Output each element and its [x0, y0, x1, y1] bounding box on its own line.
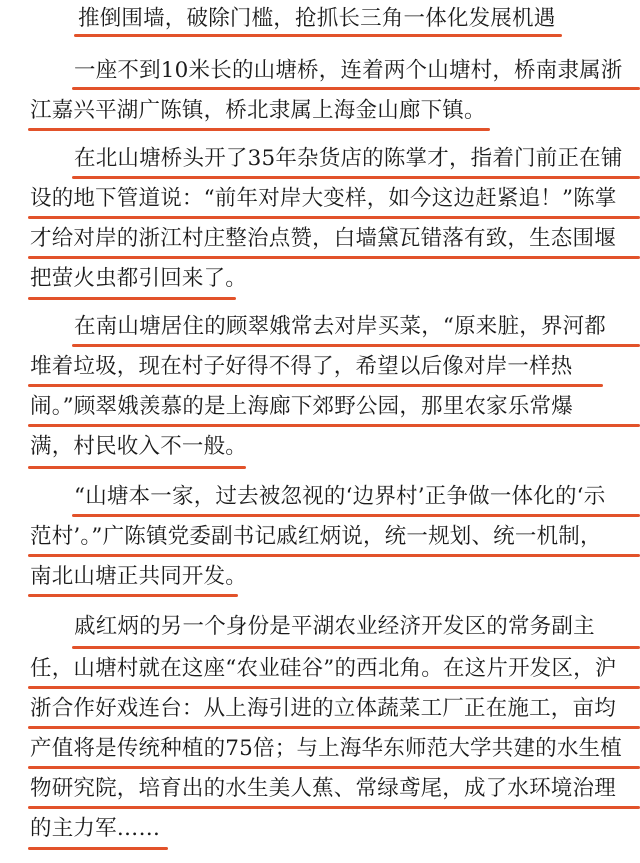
paragraph-5-line-1-underline	[72, 646, 640, 649]
paragraph-1-line-2-underline	[28, 128, 490, 131]
paragraph-5-line-1: 戚红炳的另一个身份是平湖农业经济开发区的常务副主	[74, 614, 595, 639]
paragraph-5-line-6-underline	[28, 847, 168, 850]
paragraph-5-line-3: 浙合作好戏连台：从上海引进的立体蔬菜工厂正在施工，亩均	[30, 696, 616, 721]
paragraph-2-line-1: 在北山塘桥头开了35年杂货店的陈掌才，指着门前正在铺	[74, 146, 623, 171]
paragraph-5-line-4: 产值将是传统种植的75倍；与上海华东师范大学共建的水生植	[30, 736, 622, 761]
paragraph-4-line-2: 范村’。”广陈镇党委副书记戚红炳说，统一规划、统一机制，	[30, 524, 602, 549]
article-heading: 推倒围墙，破除门槛，抢抓长三角一体化发展机遇	[78, 6, 556, 31]
paragraph-5-line-4-underline	[28, 766, 640, 769]
paragraph-5-line-5-underline	[28, 806, 640, 809]
paragraph-3-line-3: 闹。”顾翠娥羡慕的是上海廊下郊野公园，那里农家乐常爆	[30, 394, 573, 419]
paragraph-2-line-2: 设的地下管道说：“前年对岸大变样，如今这边赶紧追！”陈掌	[30, 186, 617, 211]
paragraph-3-line-3-underline	[28, 424, 640, 427]
paragraph-4-line-2-underline	[28, 554, 640, 557]
paragraph-4-line-1-underline	[72, 514, 640, 517]
paragraph-2-line-2-underline	[28, 216, 640, 219]
paragraph-2-line-3: 才给对岸的浙江村庄整治点赞，白墙黛瓦错落有致，生态围堰	[30, 226, 616, 251]
paragraph-1-line-1: 一座不到10米长的山塘桥，连着两个山塘村，桥南隶属浙	[74, 58, 623, 83]
paragraph-3-line-1-underline	[72, 344, 640, 347]
paragraph-5-line-6: 的主力军……	[30, 816, 161, 841]
paragraph-2-line-4-underline	[28, 297, 236, 300]
paragraph-3-line-2-underline	[28, 384, 603, 387]
paragraph-4-line-1: “山塘本一家，过去被忽视的‘边界村’正争做一体化的‘示	[74, 484, 606, 509]
paragraph-5-line-5: 物研究院，培育出的水生美人蕉、常绿鸢尾，成了水环境治理	[30, 776, 616, 801]
paragraph-5-line-2-underline	[28, 686, 640, 689]
paragraph-2-line-3-underline	[28, 256, 640, 259]
paragraph-1-line-2: 江嘉兴平湖广陈镇，桥北隶属上海金山廊下镇。	[30, 98, 486, 123]
paragraph-2-line-4: 把萤火虫都引回来了。	[30, 266, 248, 291]
heading-underline	[74, 34, 562, 37]
paragraph-5-line-3-underline	[28, 726, 640, 729]
paragraph-3-line-4: 满，村民收入不一般。	[30, 434, 248, 459]
paragraph-1-line-1-underline	[72, 87, 640, 90]
paragraph-2-line-1-underline	[72, 176, 640, 179]
paragraph-4-line-3: 南北山塘正共同开发。	[30, 564, 248, 589]
paragraph-4-line-3-underline	[28, 594, 238, 597]
paragraph-3-line-4-underline	[28, 466, 246, 469]
paragraph-3-line-1: 在南山塘居住的顾翠娥常去对岸买菜，“原来脏，界河都	[74, 314, 606, 339]
paragraph-3-line-2: 堆着垃圾，现在村子好得不得了，希望以后像对岸一样热	[30, 354, 573, 379]
paragraph-5-line-2: 任，山塘村就在这座“农业硅谷”的西北角。在这片开发区，沪	[30, 656, 617, 681]
